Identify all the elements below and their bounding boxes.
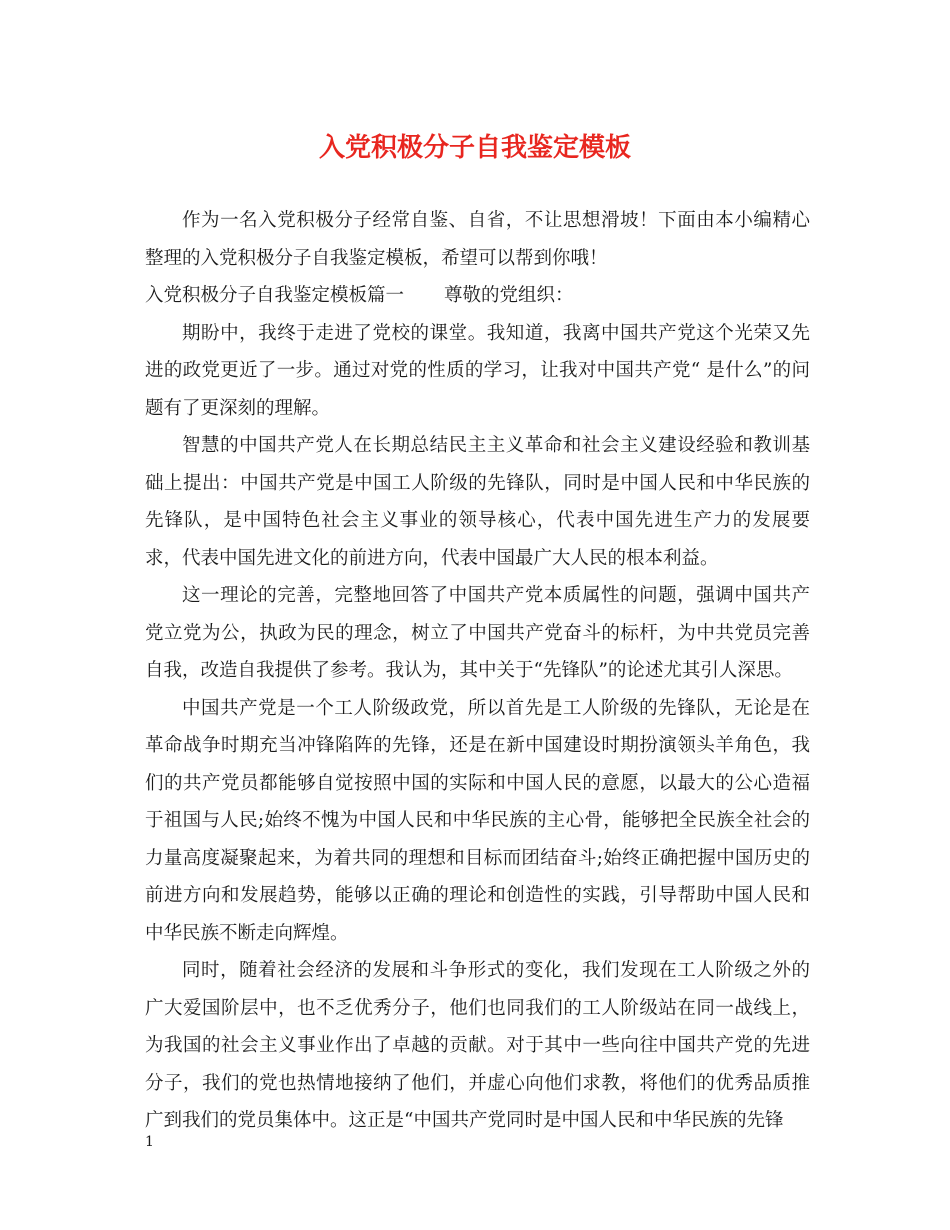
section-heading-line [145, 277, 810, 315]
document-title: 入党积极分子自我鉴定模板 [318, 133, 631, 163]
body-paragraph: 同时，随着社会经济的发展和斗争形式的变化，我们发现在工人阶级之外的广大爱国阶层中，也不乏优秀分子，他们也同我们的工人阶级站在同一战线上，为我国的社会主义事业作出了卓越的贡献。对于其中一些向往中国共产党的先进分子，我们的党也热情地接纳了他们，并虚心向他们求教，将他们的优秀品质推广到我们的党员集体中。这正是“中国共产党同时是中国人民和中华民族的先锋 [145, 960, 810, 1131]
salutation: 尊敬的党组织： [444, 285, 574, 306]
section-heading: 入党积极分子自我鉴定模板篇一 [145, 285, 405, 306]
body-paragraph: 智慧的中国共产党人在长期总结民主主义革命和社会主义建设经验和教训基础上提出：中国共产党是中国工人阶级的先锋队，同时是中国人民和中华民族的先锋队，是中国特色社会主义事业的领导核心，代表中国先进生产力的发展要求，代表中国先进文化的前进方向，代表中国最广大人民的根本利益。 [145, 435, 810, 569]
body-paragraph: 这一理论的完善，完整地回答了中国共产党本质属性的问题，强调中国共产党立党为公，执政为民的理念，树立了中国共产党奋斗的标杆，为中共党员完善自我，改造自我提供了参考。我认为，其中关于“先锋队”的论述尤其引人深思。 [145, 585, 810, 681]
document-body [145, 202, 810, 1140]
body-paragraph: 期盼中，我终于走进了党校的课堂。我知道，我离中国共产党这个光荣又先进的政党更近了一步。通过对党的性质的学习，让我对中国共产党“ 是什么”的问题有了更深刻的理解。 [145, 322, 810, 419]
body-paragraph: 中国共产党是一个工人阶级政党，所以首先是工人阶级的先锋队，无论是在革命战争时期充当冲锋陷阵的先锋，还是在新中国建设时期扮演领头羊角色，我们的共产党员都能够自觉按照中国的实际和中国人民的意愿，以最大的公心造福于祖国与人民;始终不愧为中国人民和中华民族的主心骨，能够把全民族全社会的力量高度凝聚起来，为着共同的理想和目标而团结奋斗;始终正确把握中国历史的前进方向和发展趋势，能够以正确的理论和创造性的实践，引导帮助中国人民和中华民族不断走向辉煌。 [145, 697, 810, 944]
intro-paragraph: 作为一名入党积极分子经常自鉴、自省，不让思想滑坡！下面由本小编精心整理的入党积极分子自我鉴定模板，希望可以帮到你哦！ [145, 210, 810, 269]
page-number: 1 [145, 1134, 154, 1150]
